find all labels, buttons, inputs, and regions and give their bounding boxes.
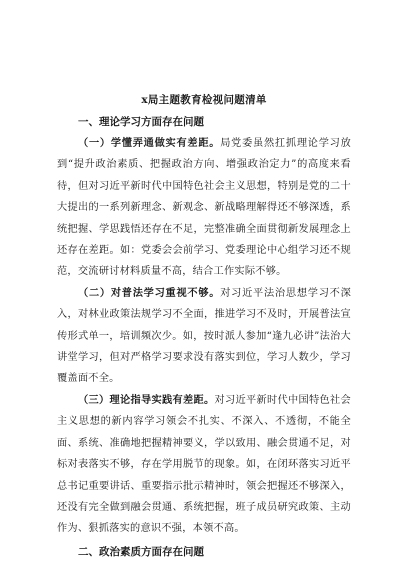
paragraph-legal-study: [57, 283, 351, 390]
section-heading-theory: 一、理论学习方面存在问题: [78, 116, 204, 128]
section-heading-political: 二、政治素质方面存在问题: [78, 545, 204, 558]
paragraph-text-theory-practice: 对习近平新时代中国特色社会主义思想的新内容学习领会不扎实、不深入、不透彻，不能全面、系统、准确地把握精神要义，学以致用、融会贯通不足，对标对表落实不够，存在学用脱节的现象。如，在闭环落实习近平总书记重要讲话、重要指示批示精神时，领会把握还不够深入，还没有完全做到融会贯通、系统把握，班子成员研究政策、主动作为、狠抓落实的意识不强，本领不高。: [57, 394, 351, 535]
subheading-theory-practice: （三）理论指导实践有差距。: [78, 393, 215, 406]
paragraph-text-understanding: 局党委虽然扛抓理论学习放到“提升政治素质、把握政治方向、增强政治定力”的高度来看待，但对习近平新时代中国特色社会主义思想，特别是党的二十大提出的一系列新理念、新观念、新战略理解得还不够深透，系统把握、学思践悟还存在不足，完整准确全面贯彻新发展理念上还存在差距。如：党委会会前学习、党委理论中心组学习还不规范，交流研讨材料质量不高，结合工作实际不够。: [57, 138, 352, 278]
subheading-legal-study: （二）对普法学习重视不够。: [78, 286, 221, 299]
subheading-understanding: （一）学懂弄通做实有差距。: [78, 137, 221, 149]
paragraph-understanding: [57, 133, 351, 283]
document-title: x局主题教育检视问题清单: [141, 94, 267, 106]
paragraph-theory-practice: [57, 390, 351, 540]
paragraph-text-legal-study: 对习近平法治思想学习不深入，对林业政策法规学习不全面，推进学习不及时，开展普法宣传形式单一，培训频次少。如，按时派人参加“逢九必讲”法治大讲堂学习，但对严格学习要求没有落实到位，学习人数少，学习覆盖面不全。: [57, 287, 352, 385]
